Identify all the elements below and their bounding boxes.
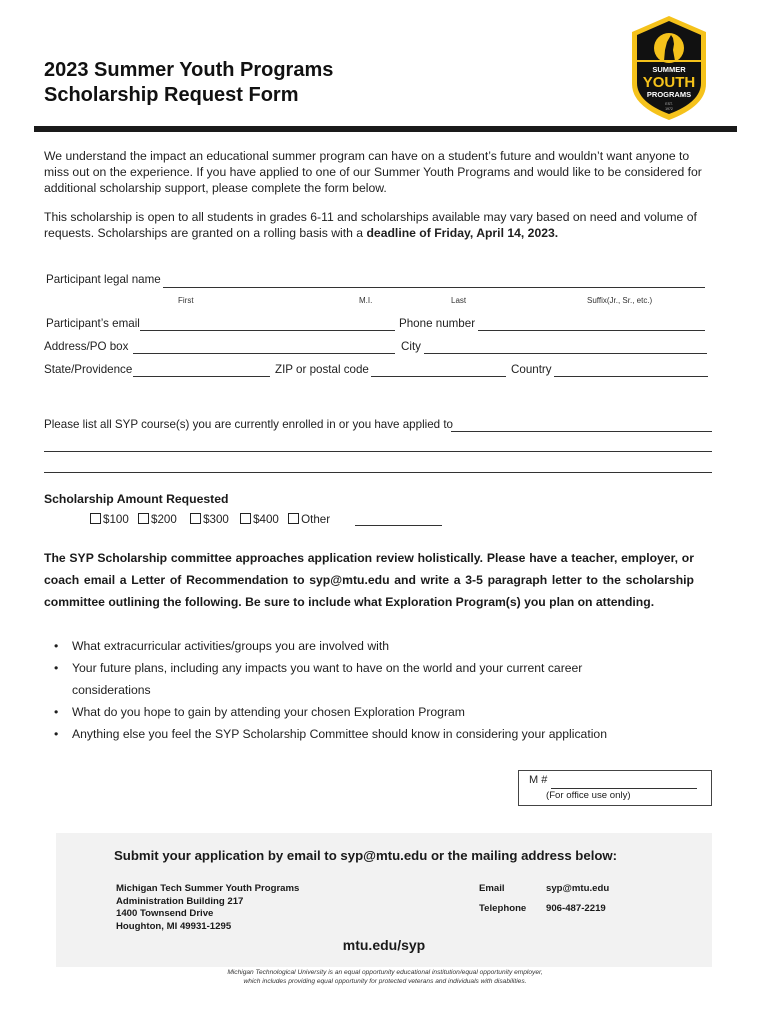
state-field[interactable] xyxy=(133,376,270,377)
deadline-text: deadline of Friday, April 14, 2023. xyxy=(366,226,559,240)
amount-option-300[interactable]: $300 xyxy=(190,513,229,526)
logo-youth: YOUTH xyxy=(642,74,696,91)
participant-name-label: Participant legal name xyxy=(46,273,161,286)
amount-option-100[interactable]: $100 xyxy=(90,513,129,526)
city-field[interactable] xyxy=(424,353,707,354)
title-line-2: Scholarship Request Form xyxy=(44,84,299,106)
telephone-value[interactable]: 906-487-2219 xyxy=(546,903,606,914)
committee-paragraph: The SYP Scholarship committee approaches application review holistically. Please have a teacher, employer, or coach email a Letter of Recommendation to syp@mtu.edu and write a 3-5 paragraph letter to the scholarship committee outlining the following. Be sure to include what Exploration Program(s) you plan on attending. xyxy=(44,551,694,609)
office-use-note: (For office use only) xyxy=(546,790,631,801)
summer-youth-programs-logo xyxy=(628,14,710,122)
country-label: Country xyxy=(511,363,552,376)
amount-other-field[interactable] xyxy=(355,525,442,526)
amount-option-200[interactable]: $200 xyxy=(138,513,177,526)
email-contact-value[interactable]: syp@mtu.edu xyxy=(546,883,610,894)
amount-option-400[interactable]: $400 xyxy=(240,513,279,526)
amount-option-other[interactable]: Other xyxy=(288,513,330,526)
intro-paragraph-1: We understand the impact an educational summer program can have on a student’s future and wouldn’t want anyone to miss out on the experience. If you have applied to one of our Summer Youth Programs and would like to be considered for additional scholarship support, please complete the form below. xyxy=(44,149,702,195)
amount-options xyxy=(90,513,330,526)
email-contact-label: Email xyxy=(479,883,505,894)
state-label: State/Providence xyxy=(44,363,133,376)
checkbox-icon[interactable] xyxy=(190,513,201,524)
name-suffix-caption: Suffix(Jr., Sr., etc.) xyxy=(587,296,653,305)
website-link[interactable]: mtu.edu/syp xyxy=(342,937,426,953)
m-number-label: M # xyxy=(529,774,548,786)
name-last-caption: Last xyxy=(451,296,467,305)
submit-heading: Submit your application by email to syp@mtu.edu or the mailing address below: xyxy=(114,848,618,863)
checkbox-icon[interactable] xyxy=(240,513,251,524)
participant-name-field[interactable] xyxy=(163,287,705,288)
header-divider xyxy=(34,126,737,132)
logo-programs: PROGRAMS xyxy=(646,90,692,99)
page-title xyxy=(44,58,333,108)
logo-year: 1972 xyxy=(665,107,673,111)
email-label: Participant’s email xyxy=(46,317,140,330)
list-item: • Your future plans, including any impacts you want to have on the world and your current career xyxy=(54,661,583,675)
country-field[interactable] xyxy=(554,376,708,377)
submit-section xyxy=(56,833,712,967)
list-item: • What extracurricular activities/groups you are involved with xyxy=(54,639,390,653)
phone-label: Phone number xyxy=(399,317,476,330)
logo-est: EST. xyxy=(665,102,673,106)
equal-opportunity-disclaimer: Michigan Technological University is an equal opportunity educational institution/equal opportunity employer, which includes providing equal opportunity for protected veterans and individuals with disabilities. xyxy=(227,969,543,985)
list-item: • Anything else you feel the SYP Scholarship Committee should know in considering your application xyxy=(54,727,607,741)
title-line-1: 2023 Summer Youth Programs xyxy=(44,59,334,81)
phone-field[interactable] xyxy=(478,330,705,331)
courses-label: Please list all SYP course(s) you are currently enrolled in or you have applied to xyxy=(44,418,454,431)
intro-paragraph-2 xyxy=(44,209,714,241)
zip-label: ZIP or postal code xyxy=(275,363,369,376)
intro-paragraph-2-text: This scholarship is open to all students in grades 6-11 and scholarships available may vary based on need and volume of requests. Scholarships are granted on a rolling basis with a xyxy=(44,210,697,240)
office-use-box xyxy=(518,770,712,806)
telephone-label: Telephone xyxy=(479,903,527,914)
city-label: City xyxy=(401,340,421,353)
checkbox-icon[interactable] xyxy=(288,513,299,524)
mailing-address: Michigan Tech Summer Youth Programs Administration Building 217 1400 Townsend Drive Houghton, MI 49931-1295 xyxy=(116,883,300,932)
zip-field[interactable] xyxy=(371,376,506,377)
logo-summer: SUMMER xyxy=(652,65,686,74)
name-mi-caption: M.I. xyxy=(359,296,373,305)
list-item-continuation: considerations xyxy=(72,683,151,697)
courses-field-line-1[interactable] xyxy=(451,431,712,432)
email-field[interactable] xyxy=(140,330,395,331)
courses-field-line-3[interactable] xyxy=(44,472,712,473)
list-item: • What do you hope to gain by attending your chosen Exploration Program xyxy=(54,705,465,719)
courses-field-line-2[interactable] xyxy=(44,451,712,452)
amount-heading: Scholarship Amount Requested xyxy=(44,492,229,506)
address-label: Address/PO box xyxy=(44,340,129,353)
checkbox-icon[interactable] xyxy=(90,513,101,524)
checkbox-icon[interactable] xyxy=(138,513,149,524)
m-number-field[interactable] xyxy=(551,788,697,789)
address-field[interactable] xyxy=(133,353,395,354)
name-first-caption: First xyxy=(178,296,194,305)
